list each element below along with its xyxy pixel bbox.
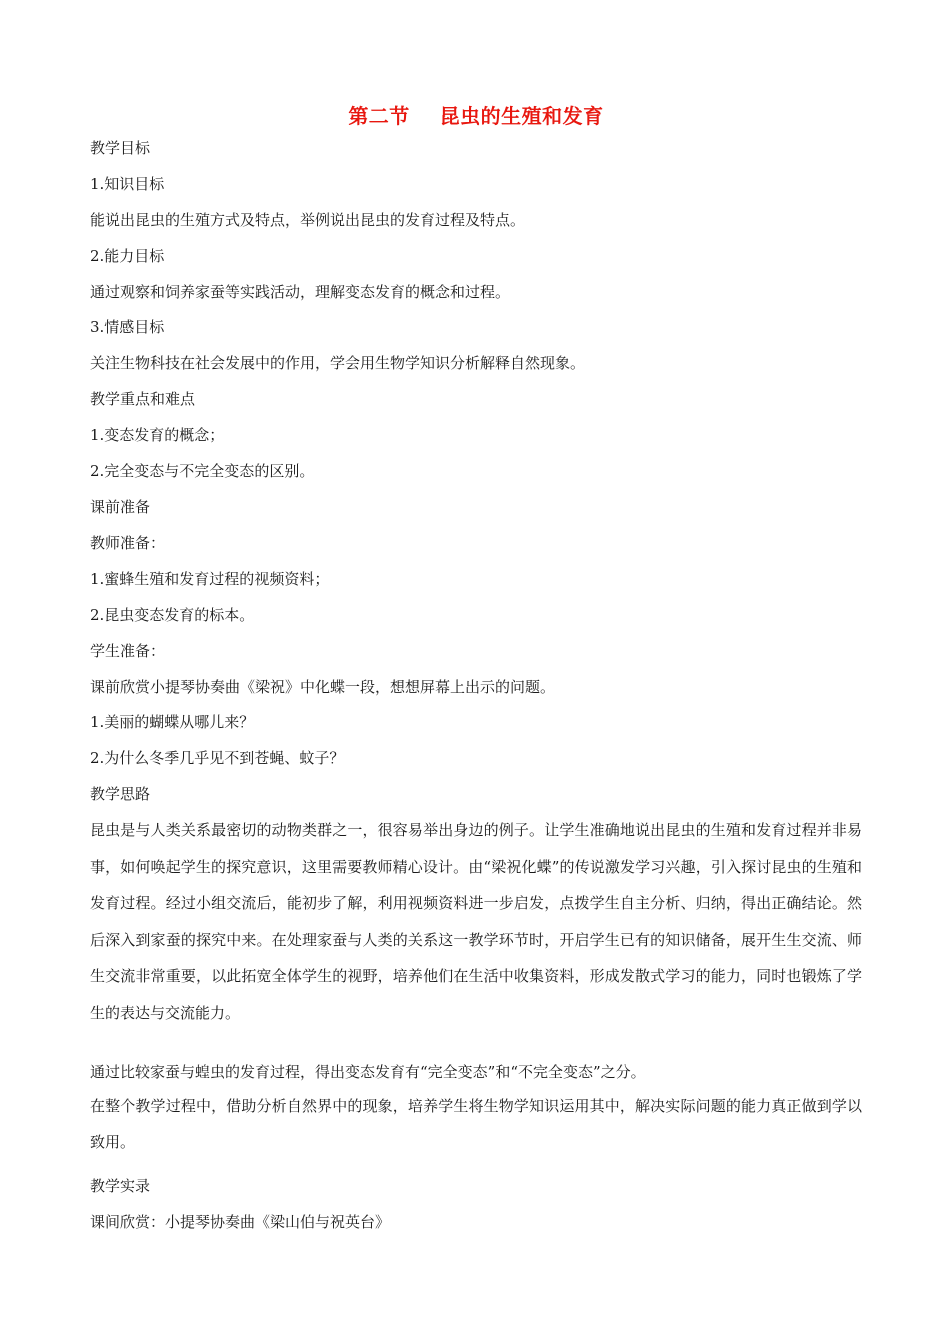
goal-emotion-text: 关注生物科技在社会发展中的作用，学会用生物学知识分析解释自然现象。 [90, 354, 586, 372]
page-title: 第二节 昆虫的生殖和发育 [348, 104, 604, 128]
student-prep-text: 课前欣赏小提琴协奏曲《梁祝》中化蝶一段，想想屏幕上出示的问题。 [90, 678, 556, 696]
apply-paragraph: 在整个教学过程中，借助分析自然界中的现象，培养学生将生物学知识运用其中，解决实际问题的能力真正做到学以致用。 [90, 1097, 862, 1151]
goal-ability-heading: 2.能力目标 [90, 247, 165, 265]
heading-key-points: 教学重点和难点 [90, 390, 196, 408]
key-point-2: 2.完全变态与不完全变态的区别。 [90, 462, 315, 480]
teacher-prep-2: 2.昆虫变态发育的标本。 [90, 606, 255, 624]
listen-line: 课间欣赏：小提琴协奏曲《梁山伯与祝英台》 [90, 1213, 391, 1231]
goal-emotion-heading: 3.情感目标 [90, 318, 165, 336]
thinking-paragraph: 昆虫是与人类关系最密切的动物类群之一，很容易举出身边的例子。让学生准确地说出昆虫的生殖和发育过程并非易事，如何唤起学生的探究意识，这里需要教师精心设计。由“梁祝化蝶”的传说激发学习兴趣，引入探讨昆虫的生殖和发育过程。经过小组交流后，能初步了解，利用视频资料进一步启发，点拨学生自主分析、归纳，得出正确结论。然后深入到家蚕的探究中来。在处理家蚕与人类的关系这一教学环节时，开启学生已有的知识储备，展开生生交流、师生交流非常重要，以此拓宽全体学生的视野，培养他们在生活中收集资料，形成发散式学习的能力，同时也锻炼了学生的表达与交流能力。 [90, 821, 862, 1022]
key-point-1: 1.变态发育的概念； [90, 426, 225, 444]
heading-teaching-thinking: 教学思路 [90, 785, 151, 803]
goal-ability-text: 通过观察和饲养家蚕等实践活动，理解变态发育的概念和过程。 [90, 283, 511, 301]
question-1: 1.美丽的蝴蝶从哪儿来？ [90, 713, 255, 731]
student-prep-heading: 学生准备： [90, 642, 166, 660]
teacher-prep-1: 1.蜜蜂生殖和发育过程的视频资料； [90, 570, 330, 588]
goal-knowledge-heading: 1.知识目标 [90, 175, 165, 193]
goal-knowledge-text: 能说出昆虫的生殖方式及特点，举例说出昆虫的发育过程及特点。 [90, 211, 526, 229]
question-2: 2.为什么冬季几乎见不到苍蝇、蚊子？ [90, 749, 345, 767]
heading-preparation: 课前准备 [90, 498, 151, 516]
heading-teaching-goals: 教学目标 [90, 139, 151, 157]
compare-line: 通过比较家蚕与蝗虫的发育过程，得出变态发育有“完全变态”和“不完全变态”之分。 [90, 1063, 646, 1081]
teacher-prep-heading: 教师准备： [90, 534, 166, 552]
heading-teaching-record: 教学实录 [90, 1177, 151, 1195]
